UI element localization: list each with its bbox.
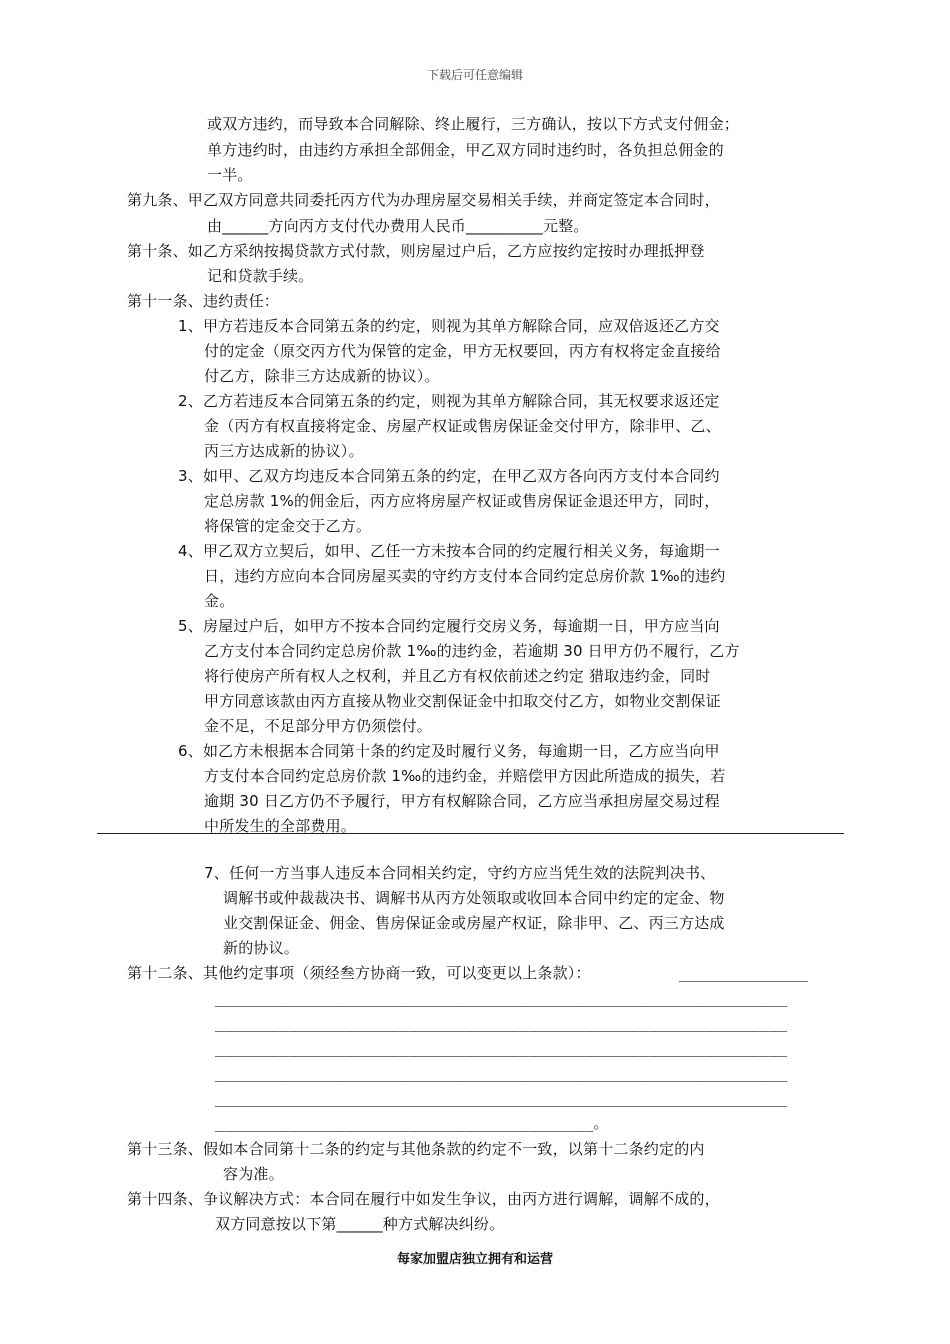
contract-text-line: 甲方同意该款由丙方直接从物业交割保证金中扣取交付乙方，如物业交割保证 [204, 692, 721, 710]
contract-text-line: 5、房屋过户后，如甲方不按本合同约定履行交房义务，每逾期一日，甲方应当向 [178, 617, 720, 635]
page-footer: 每家加盟店独立拥有和运营 [396, 1252, 553, 1267]
contract-text-line: 单方违约时，由违约方承担全部佣金，甲乙双方同时违约时，各负担总佣金的 [207, 141, 724, 159]
contract-text-line: 3、如甲、乙双方均违反本合同第五条的约定，在甲乙双方各向丙方支付本合同约 [178, 467, 720, 485]
contract-text-line: 金（丙方有权直接将定金、房屋产权证或售房保证金交付甲方，除非甲、乙、 [204, 417, 721, 435]
contract-text-line: 将保管的定金交于乙方。 [204, 517, 372, 535]
contract-text-line: 逾期 30 日乙方仍不予履行，甲方有权解除合同，乙方应当承担房屋交易过程 [204, 792, 720, 810]
contract-text-line: 金不足，不足部分甲方仍须偿付。 [204, 717, 433, 735]
contract-text-line: 业交割保证金、佣金、售房保证金或房屋产权证，除非甲、乙、丙三方达成 [223, 914, 725, 932]
contract-text-line: 第九条、甲乙双方同意共同委托丙方代为办理房屋交易相关手续，并商定签定本合同时， [127, 191, 720, 209]
contract-text-line: 6、如乙方未根据本合同第十条的约定及时履行义务，每逾期一日，乙方应当向甲 [178, 742, 720, 760]
fill-in-blank-line: ______________________________________________________________ [215, 1014, 788, 1032]
page-break-divider [97, 833, 844, 834]
page-header: 下载后可任意编辑 [426, 68, 523, 82]
fill-in-blank-line: ______________ [679, 964, 809, 982]
fill-in-blank-line: ______________________________________________________________ [215, 1089, 788, 1107]
contract-text-line: 方支付本合同约定总房价款 1‰的违约金，并赔偿甲方因此所造成的损失，若 [204, 767, 726, 785]
fill-in-blank-line: ______________________________________________________________ [215, 1064, 788, 1082]
contract-text-line: 记和贷款手续。 [207, 267, 314, 285]
contract-text-line: 4、甲乙双方立契后，如甲、乙任一方未按本合同的约定履行相关义务，每逾期一 [178, 542, 720, 560]
fill-in-blank-line: _________________________________________。 [215, 1114, 609, 1132]
fill-in-blank-line: ______________________________________________________________ [215, 989, 788, 1007]
contract-text-line: 丙三方达成新的协议）。 [204, 442, 364, 460]
contract-text-line: 金。 [204, 592, 235, 610]
fill-in-blank-line: ______________________________________________________________ [215, 1039, 788, 1057]
contract-text-line: 容为准。 [223, 1165, 284, 1183]
contract-text-line: 或双方违约，而导致本合同解除、终止履行，三方确认，按以下方式支付佣金； [207, 115, 740, 133]
contract-text-line: 新的协议。 [223, 939, 300, 957]
contract-text-line: 第十一条、违约责任： [127, 292, 280, 310]
contract-text-line: 调解书或仲裁裁决书、调解书从丙方处领取或收回本合同中约定的定金、物 [223, 889, 725, 907]
contract-text-line: 将行使房产所有权人之权利，并且乙方有权依前述之约定 猎取违约金，同时 [204, 667, 711, 685]
contract-text-line: 7、任何一方当事人违反本合同相关约定，守约方应当凭生效的法院判决书、 [204, 864, 716, 882]
contract-text-line: 由______方向丙方支付代办费用人民币__________元整。 [207, 217, 589, 235]
contract-text-line: 定总房款 1%的佣金后，丙方应将房屋产权证或售房保证金退还甲方，同时， [204, 492, 720, 510]
contract-text-line: 付的定金（原交丙方代为保管的定金，甲方无权要回，丙方有权将定金直接给 [204, 342, 721, 360]
contract-text-line: 2、乙方若违反本合同第五条的约定，则视为其单方解除合同，其无权要求返还定 [178, 392, 720, 410]
contract-text-line: 日，违约方应向本合同房屋买卖的守约方支付本合同约定总房价款 1‰的违约 [204, 567, 726, 585]
contract-text-line: 第十二条、其他约定事项（须经叁方协商一致，可以变更以上条款）： [127, 964, 591, 982]
contract-text-line: 中所发生的全部费用。 [204, 817, 357, 835]
contract-text-line: 乙方支付本合同约定总房价款 1‰的违约金，若逾期 30 日甲方仍不履行，乙方 [204, 642, 740, 660]
contract-text-line: 第十四条、争议解决方式：本合同在履行中如发生争议，由丙方进行调解，调解不成的， [127, 1190, 720, 1208]
contract-text-line: 第十三条、假如本合同第十二条的约定与其他条款的约定不一致，以第十二条约定的内 [127, 1140, 705, 1158]
contract-text-line: 第十条、如乙方采纳按揭贷款方式付款，则房屋过户后，乙方应按约定按时办理抵押登 [127, 242, 705, 260]
contract-text-line: 双方同意按以下第______种方式解决纠纷。 [215, 1215, 505, 1233]
contract-text-line: 一半。 [207, 166, 253, 184]
contract-text-line: 付乙方，除非三方达成新的协议）。 [204, 367, 440, 385]
contract-text-line: 1、甲方若违反本合同第五条的约定，则视为其单方解除合同，应双倍返还乙方交 [178, 317, 720, 335]
